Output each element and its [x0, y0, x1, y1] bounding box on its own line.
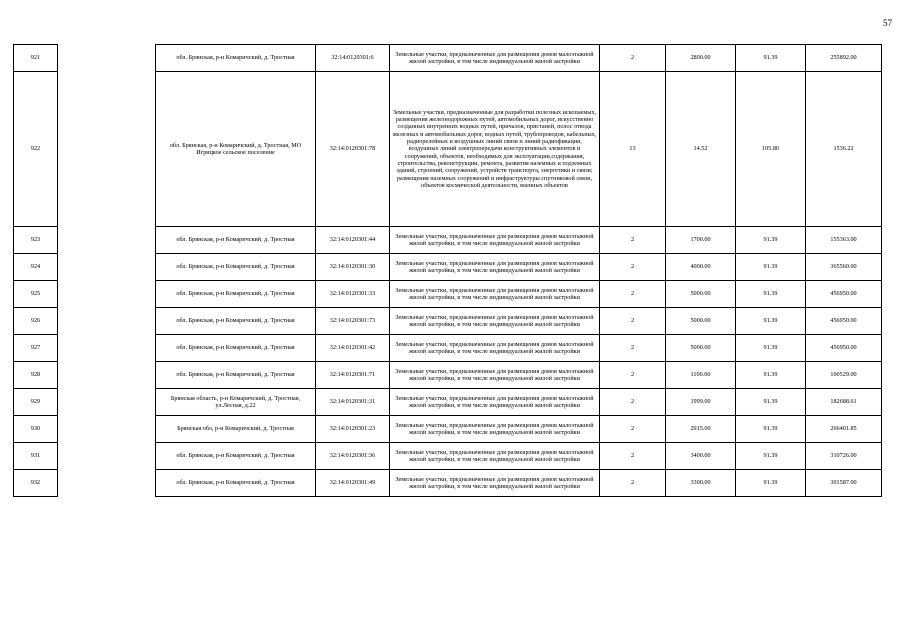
area-cell: 2800.00 — [666, 45, 736, 72]
area-cell: 2915.00 — [666, 416, 736, 443]
address-cell: обл. Брянская, р-н Комаричский, д. Тростная — [156, 470, 316, 497]
cadastral-value-cell: 182688.61 — [806, 389, 882, 416]
empty-cell — [58, 335, 156, 362]
area-cell: 1100.00 — [666, 362, 736, 389]
category-count-cell: 2 — [600, 227, 666, 254]
table-row — [14, 335, 882, 362]
cadastral-value-cell: 365560.00 — [806, 254, 882, 281]
address-cell: обл. Брянская, р-н Комаричский, д. Тростная — [156, 227, 316, 254]
cadastral-number-cell: 32:14:0120301:78 — [316, 72, 390, 227]
area-cell: 5000.00 — [666, 308, 736, 335]
area-cell: 1700.00 — [666, 227, 736, 254]
category-count-cell: 2 — [600, 443, 666, 470]
cadastral-number-cell: 32:14:0120301:31 — [316, 389, 390, 416]
table-row — [14, 470, 882, 497]
empty-cell — [58, 389, 156, 416]
row-number-cell: 926 — [14, 308, 58, 335]
cadastral-value-cell: 255892.00 — [806, 45, 882, 72]
address-cell: обл. Брянская, р-н Комаричский, д. Тростная — [156, 443, 316, 470]
land-use-description-cell: Земельные участки, предназначенные для размещения домов малоэтажной жилой застройки, в том числе индивидуальной жилой застройки — [390, 254, 600, 281]
specific-value-cell: 91.39 — [736, 335, 806, 362]
row-number-cell: 931 — [14, 443, 58, 470]
category-count-cell: 2 — [600, 308, 666, 335]
table-row — [14, 45, 882, 72]
specific-value-cell: 91.39 — [736, 281, 806, 308]
address-cell: обл. Брянская, р-н Комаричский, д. Тростная — [156, 254, 316, 281]
empty-cell — [58, 308, 156, 335]
table-row — [14, 308, 882, 335]
address-cell: Брянская область, р-н Комаричский, д. Тростная, ул.Лесная, д.22 — [156, 389, 316, 416]
empty-cell — [58, 254, 156, 281]
category-count-cell: 2 — [600, 281, 666, 308]
empty-cell — [58, 362, 156, 389]
land-use-description-cell: Земельные участки, предназначенные для размещения домов малоэтажной жилой застройки, в том числе индивидуальной жилой застройки — [390, 45, 600, 72]
category-count-cell: 2 — [600, 416, 666, 443]
cadastral-value-cell: 301587.00 — [806, 470, 882, 497]
page-number: 57 — [883, 18, 892, 28]
area-cell: 14.52 — [666, 72, 736, 227]
land-use-description-cell: Земельные участки, предназначенные для размещения домов малоэтажной жилой застройки, в том числе индивидуальной жилой застройки — [390, 335, 600, 362]
specific-value-cell: 91.39 — [736, 227, 806, 254]
land-use-description-cell: Земельные участки, предназначенные для размещения домов малоэтажной жилой застройки, в том числе индивидуальной жилой застройки — [390, 362, 600, 389]
land-use-description-cell: Земельные участки, предназначенные для размещения домов малоэтажной жилой застройки, в том числе индивидуальной жилой застройки — [390, 443, 600, 470]
row-number-cell: 928 — [14, 362, 58, 389]
empty-cell — [58, 443, 156, 470]
cadastral-value-cell: 1536.22 — [806, 72, 882, 227]
empty-cell — [58, 416, 156, 443]
land-use-description-cell: Земельные участки, предназначенные для размещения домов малоэтажной жилой застройки, в том числе индивидуальной жилой застройки — [390, 227, 600, 254]
row-number-cell: 922 — [14, 72, 58, 227]
cadastral-value-cell: 266401.85 — [806, 416, 882, 443]
cadastral-number-cell: 32:14:0120301:6 — [316, 45, 390, 72]
land-use-description-cell: Земельные участки, предназначенные для размещения домов малоэтажной жилой застройки, в том числе индивидуальной жилой застройки — [390, 308, 600, 335]
cadastral-value-cell: 155363.00 — [806, 227, 882, 254]
specific-value-cell: 91.39 — [736, 254, 806, 281]
cadastral-value-cell: 310726.00 — [806, 443, 882, 470]
cadastral-number-cell: 32:14:0120301:71 — [316, 362, 390, 389]
land-use-description-cell: Земельные участки, предназначенные для размещения домов малоэтажной жилой застройки, в том числе индивидуальной жилой застройки — [390, 281, 600, 308]
table-row — [14, 443, 882, 470]
land-use-description-cell: Земельные участки, предназначенные для размещения домов малоэтажной жилой застройки, в том числе индивидуальной жилой застройки — [390, 389, 600, 416]
land-use-description-cell: Земельные участки, предназначенные для размещения домов малоэтажной жилой застройки, в том числе индивидуальной жилой застройки — [390, 470, 600, 497]
category-count-cell: 2 — [600, 362, 666, 389]
cadastral-value-cell: 100529.00 — [806, 362, 882, 389]
address-cell: обл. Брянская, р-н Комаричский, д. Тростная — [156, 45, 316, 72]
address-cell: обл. Брянская, р-н Комаричский, д. Тростная — [156, 308, 316, 335]
empty-cell — [58, 470, 156, 497]
table-row — [14, 362, 882, 389]
land-use-description-cell: Земельные участки, предназначенные для разработки полезных ископаемых, размещения железнодорожных путей, автомобильных дорог, искусственно созданных внутренних водных путей, причалов, пристаней, полос отвода железных и автомобильных дорог, водных путей, трубопроводов, кабельных, радиорелейных и воздушных линий связи и линий радиофикации, воздушных линий электропередачи конструктивных элементов и сооружений, объектов, необходимых для эксплуатации,содержания, строительства, реконструкции, ремонта, развития наземных и подземных зданий, строений, сооружений, устройств транспорта, энергетики и связи; размещения наземных сооружений и инфраструктуры спутниковой связи, объектов космической деятельности, военных объектов — [390, 72, 600, 227]
cadastral-number-cell: 32:14:0120301:42 — [316, 335, 390, 362]
row-number-cell: 921 — [14, 45, 58, 72]
table-row — [14, 416, 882, 443]
row-number-cell: 929 — [14, 389, 58, 416]
empty-cell — [58, 45, 156, 72]
area-cell: 1999.00 — [666, 389, 736, 416]
specific-value-cell: 91.39 — [736, 389, 806, 416]
cadastral-number-cell: 32:14:0120301:33 — [316, 281, 390, 308]
area-cell: 5000.00 — [666, 335, 736, 362]
category-count-cell: 2 — [600, 470, 666, 497]
cadastral-number-cell: 32:14:0120301:36 — [316, 443, 390, 470]
cadastral-number-cell: 32:14:0120301:44 — [316, 227, 390, 254]
address-cell: обл. Брянская, р-н Комаричский, д. Тростная — [156, 335, 316, 362]
cadastral-value-cell: 456950.00 — [806, 335, 882, 362]
area-cell: 5000.00 — [666, 281, 736, 308]
address-cell: обл. Брянская, р-н Комаричский, д. Тростная — [156, 362, 316, 389]
specific-value-cell: 105.80 — [736, 72, 806, 227]
empty-cell — [58, 72, 156, 227]
row-number-cell: 923 — [14, 227, 58, 254]
row-number-cell: 927 — [14, 335, 58, 362]
cadastral-number-cell: 32:14:0120301:23 — [316, 416, 390, 443]
address-cell: обл. Брянская, р-н Комаричский, д. Тростная — [156, 281, 316, 308]
specific-value-cell: 91.39 — [736, 362, 806, 389]
category-count-cell: 2 — [600, 335, 666, 362]
address-cell: Брянская обл, р-н Комаричский, д. Тростная — [156, 416, 316, 443]
table-row — [14, 389, 882, 416]
empty-cell — [58, 281, 156, 308]
specific-value-cell: 91.39 — [736, 416, 806, 443]
category-count-cell: 2 — [600, 254, 666, 281]
row-number-cell: 924 — [14, 254, 58, 281]
area-cell: 3300.00 — [666, 470, 736, 497]
land-plots-table — [13, 44, 882, 497]
cadastral-number-cell: 32:14:0120301:30 — [316, 254, 390, 281]
category-count-cell: 13 — [600, 72, 666, 227]
empty-cell — [58, 227, 156, 254]
specific-value-cell: 91.39 — [736, 308, 806, 335]
area-cell: 3400.00 — [666, 443, 736, 470]
specific-value-cell: 91.39 — [736, 470, 806, 497]
table-row — [14, 254, 882, 281]
specific-value-cell: 91.39 — [736, 45, 806, 72]
row-number-cell: 932 — [14, 470, 58, 497]
table-row — [14, 227, 882, 254]
row-number-cell: 930 — [14, 416, 58, 443]
specific-value-cell: 91.39 — [736, 443, 806, 470]
category-count-cell: 2 — [600, 389, 666, 416]
cadastral-value-cell: 456950.00 — [806, 308, 882, 335]
row-number-cell: 925 — [14, 281, 58, 308]
table-row — [14, 72, 882, 227]
table-row — [14, 281, 882, 308]
land-use-description-cell: Земельные участки, предназначенные для размещения домов малоэтажной жилой застройки, в том числе индивидуальной жилой застройки — [390, 416, 600, 443]
table-body — [14, 45, 882, 497]
cadastral-value-cell: 456950.00 — [806, 281, 882, 308]
cadastral-number-cell: 32:14:0120301:73 — [316, 308, 390, 335]
area-cell: 4000.00 — [666, 254, 736, 281]
category-count-cell: 2 — [600, 45, 666, 72]
address-cell: обл. Брянская, р-н Комаричский, д. Тростная, МО Игрицкое сельское поселение — [156, 72, 316, 227]
cadastral-number-cell: 32:14:0120301:49 — [316, 470, 390, 497]
